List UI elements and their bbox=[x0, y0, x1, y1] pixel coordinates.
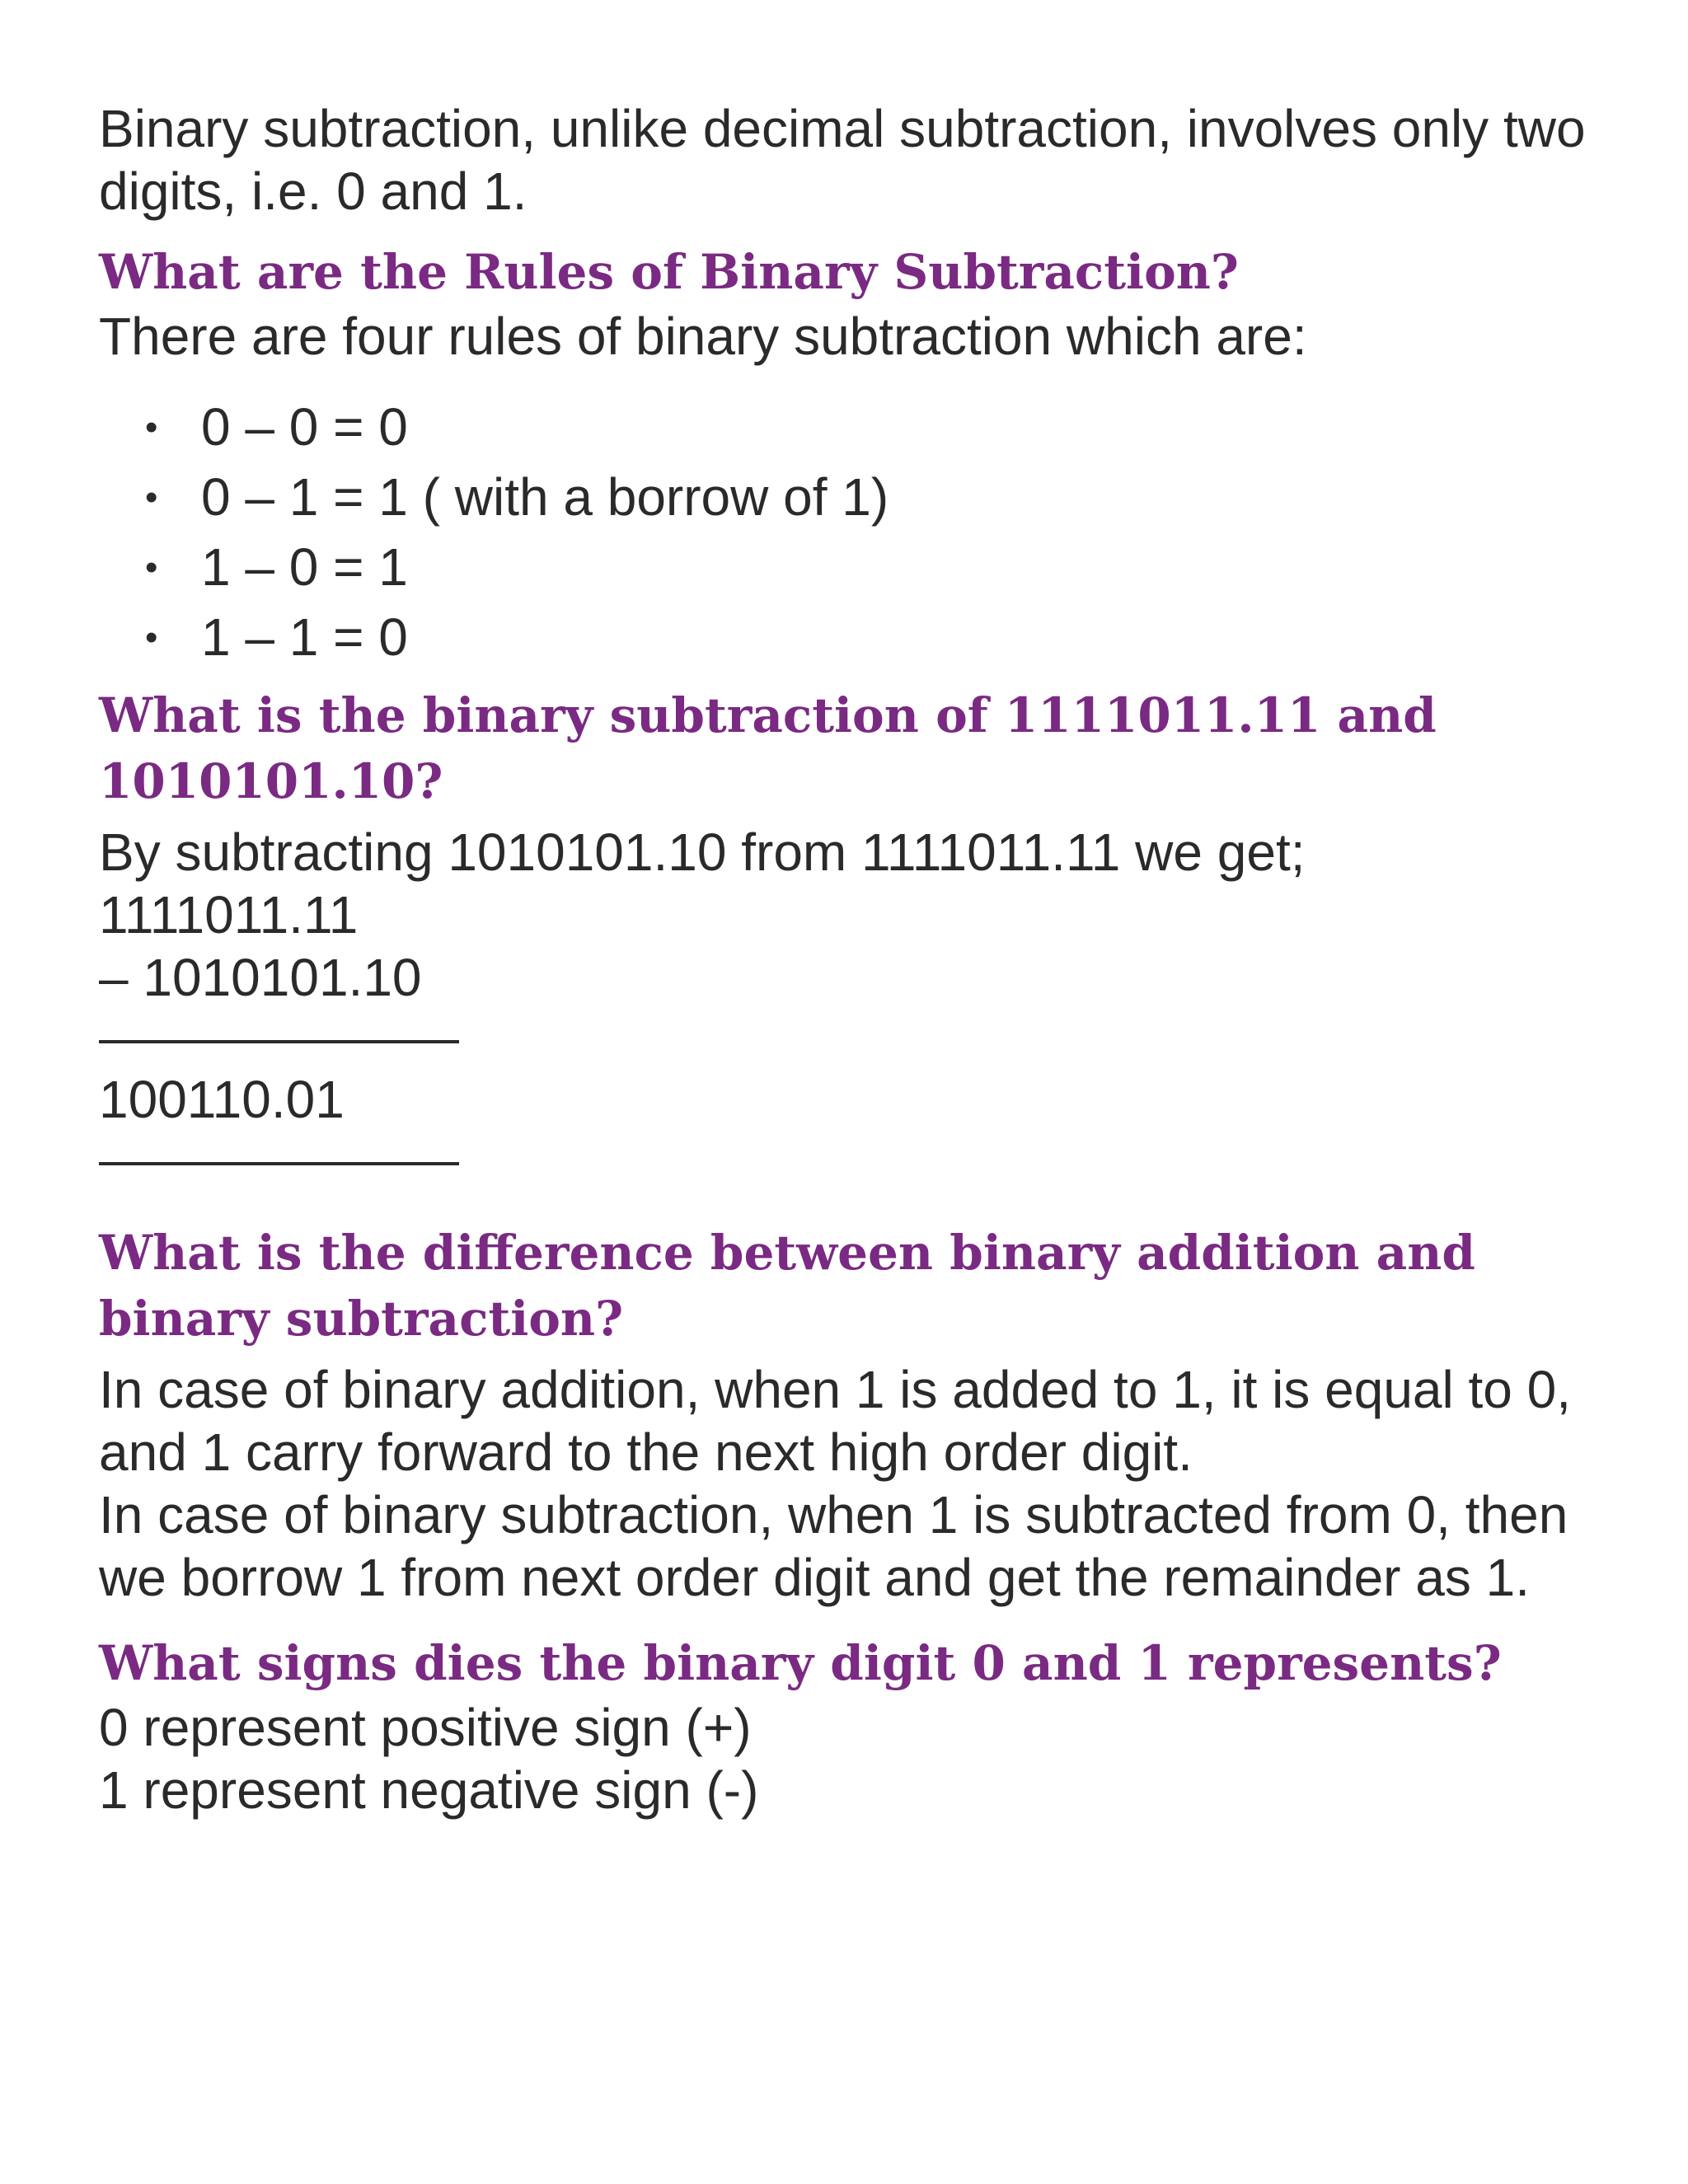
rules-list bbox=[99, 392, 1599, 673]
document-body bbox=[99, 97, 1599, 1821]
bullet-icon: • bbox=[145, 617, 158, 658]
example-intro: By subtracting 1010101.10 from 1111011.11 we get; bbox=[99, 823, 1306, 882]
difference-heading: What is the difference between binary addition and binary subtraction? bbox=[99, 1225, 1475, 1347]
result-value: 100110.01 bbox=[99, 1070, 345, 1129]
list-item bbox=[99, 532, 1599, 602]
rules-heading: What are the Rules of Binary Subtraction? bbox=[99, 244, 1239, 300]
example-heading: What is the binary subtraction of 1111011.11 and 1010101.10? bbox=[99, 687, 1437, 809]
list-item bbox=[99, 462, 1599, 532]
list-item bbox=[99, 392, 1599, 462]
negative-sign-line: 1 represent negative sign (-) bbox=[99, 1760, 759, 1820]
rule-text: 1 – 0 = 1 bbox=[201, 537, 408, 597]
difference-paragraph-addition: In case of binary addition, when 1 is added to 1, it is equal to 0, and 1 carry forward to the next high order digit. bbox=[99, 1360, 1572, 1482]
rule-text: 1 – 1 = 0 bbox=[201, 607, 408, 667]
difference-paragraph-subtraction: In case of binary subtraction, when 1 is subtracted from 0, then we borrow 1 from next order digit and get the remainder as 1. bbox=[99, 1485, 1568, 1607]
bullet-icon: • bbox=[145, 407, 158, 448]
rule-text: 0 – 1 = 1 ( with a borrow of 1) bbox=[201, 467, 889, 527]
intro-paragraph: Binary subtraction, unlike decimal subtraction, involves only two digits, i.e. 0 and 1. bbox=[99, 99, 1586, 221]
rule-text: 0 – 0 = 0 bbox=[201, 397, 408, 457]
subtrahend: – 1010101.10 bbox=[99, 948, 422, 1007]
signs-heading: What signs dies the binary digit 0 and 1 represents? bbox=[99, 1635, 1502, 1691]
minuend: 1111011.11 bbox=[99, 885, 359, 944]
divider-line bbox=[99, 1162, 459, 1165]
bullet-icon: • bbox=[145, 547, 158, 588]
divider-line bbox=[99, 1040, 459, 1043]
rules-intro: There are four rules of binary subtraction which are: bbox=[99, 307, 1307, 366]
positive-sign-line: 0 represent positive sign (+) bbox=[99, 1698, 752, 1757]
bullet-icon: • bbox=[145, 477, 158, 518]
list-item bbox=[99, 602, 1599, 673]
